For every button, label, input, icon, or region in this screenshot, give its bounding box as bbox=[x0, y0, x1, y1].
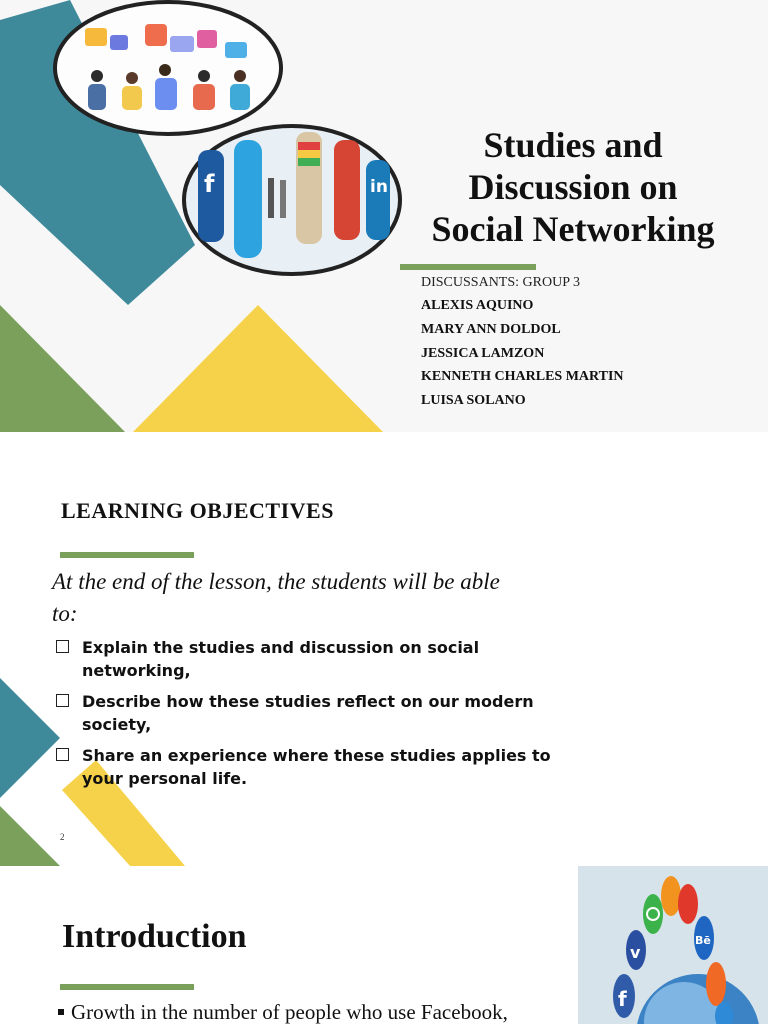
green-corner bbox=[0, 806, 60, 866]
teal-wedge bbox=[0, 678, 60, 798]
objective-item bbox=[56, 690, 582, 736]
intro-bullet bbox=[58, 1000, 508, 1024]
checkbox-bullet-icon bbox=[56, 748, 69, 761]
member-name: KENNETH CHARLES MARTIN bbox=[421, 369, 624, 384]
objective-item bbox=[56, 744, 582, 790]
social-media-icons-image bbox=[578, 866, 768, 1024]
green-triangle-left bbox=[0, 305, 125, 432]
title-line-1: Studies and bbox=[483, 125, 663, 165]
title-line-3: Social Networking bbox=[431, 209, 715, 249]
objective-text: society, bbox=[82, 715, 152, 734]
member-name: JESSICA LAMZON bbox=[421, 346, 545, 361]
soundcloud-icon bbox=[706, 962, 726, 1006]
objective-text: Explain the studies and discussion on social bbox=[82, 638, 480, 657]
green-accent-line bbox=[400, 264, 536, 270]
social-silhouettes-illustration bbox=[184, 126, 400, 274]
presentation-title bbox=[412, 124, 734, 250]
svg-text:in: in bbox=[370, 177, 388, 197]
green-accent-line bbox=[60, 984, 194, 990]
page-number: 2 bbox=[60, 832, 65, 842]
intro-line-1: At the end of the lesson, the students will be able bbox=[52, 569, 500, 594]
objective-text: networking, bbox=[82, 661, 191, 680]
yellow-triangle bbox=[133, 305, 383, 432]
member-name: LUISA SOLANO bbox=[421, 393, 526, 408]
youtube-icon bbox=[678, 884, 698, 924]
title-slide bbox=[0, 0, 768, 432]
checkbox-bullet-icon bbox=[56, 640, 69, 653]
blogger-icon bbox=[661, 876, 681, 916]
bullet-text: Growth in the number of people who use Facebook, bbox=[71, 1000, 508, 1024]
objectives-intro bbox=[52, 566, 572, 630]
square-bullet-icon bbox=[58, 1009, 64, 1015]
member-name: MARY ANN DOLDOL bbox=[421, 322, 561, 337]
introduction-slide bbox=[0, 866, 768, 1024]
learning-objectives-slide bbox=[0, 448, 768, 866]
objective-text: Describe how these studies reflect on our modern bbox=[82, 692, 534, 711]
learning-objectives-heading: LEARNING OBJECTIVES bbox=[61, 498, 334, 523]
introduction-heading: Introduction bbox=[62, 918, 247, 955]
objective-text: Share an experience where these studies applies to bbox=[82, 746, 551, 765]
behance-icon-label: Bē bbox=[695, 934, 711, 947]
intro-line-2: to: bbox=[52, 601, 78, 626]
vimeo-icon-label: v bbox=[630, 943, 641, 962]
discussants-label: DISCUSSANTS: GROUP 3 bbox=[421, 275, 580, 290]
member-name: ALEXIS AQUINO bbox=[421, 298, 534, 313]
checkbox-bullet-icon bbox=[56, 694, 69, 707]
objective-item bbox=[56, 636, 582, 682]
people-chat-illustration bbox=[55, 2, 281, 134]
title-line-2: Discussion on bbox=[468, 167, 678, 207]
facebook-icon-label: f bbox=[618, 987, 627, 1011]
svg-text:f: f bbox=[204, 170, 215, 198]
green-accent-line bbox=[60, 552, 194, 558]
objective-text: your personal life. bbox=[82, 769, 248, 788]
